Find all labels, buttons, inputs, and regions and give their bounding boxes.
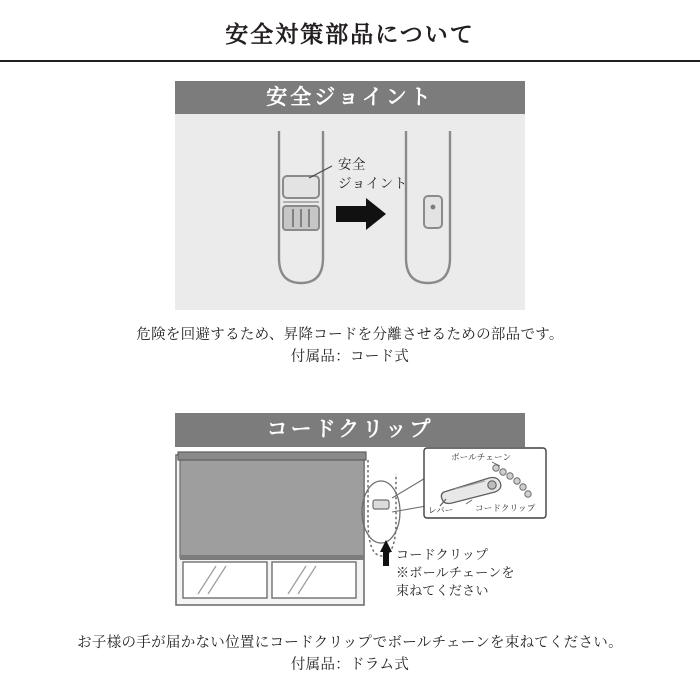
page-title: 安全対策部品について — [225, 21, 475, 47]
cord-clip-on-chain — [373, 500, 389, 509]
window-pane-right — [272, 562, 356, 598]
cord-clip-annotation-line1: コードクリップ — [396, 547, 489, 562]
section-banner-safety-joint: 安全ジョイント — [175, 81, 525, 115]
section-banner-cord-clip: コードクリップ — [175, 413, 525, 447]
safety-joint-caption-sub: 付属品：コード式 — [290, 349, 410, 365]
cord-clip-annotation-line3: 束ねてください — [396, 583, 489, 598]
cord-clip-caption — [0, 632, 700, 676]
detail-label-lever: レバー — [428, 505, 454, 515]
safety-joint-callout-line1: 安全 — [338, 157, 366, 172]
safety-joint-callout-line2: ジョイント — [338, 176, 408, 191]
cord-clip-annotation — [396, 546, 515, 600]
detail-label-ball-chain: ボールチェーン — [451, 452, 512, 462]
shade-bottom-bar — [180, 555, 364, 560]
shade-head-rail — [178, 452, 366, 460]
arrow-up-icon — [380, 540, 392, 566]
roller-shade-fabric — [180, 458, 364, 558]
safety-joint-caption-main: 危険を回避するため、昇降コードを分離させるための部品です。 — [136, 327, 564, 343]
detail-label-cord-clip: コードクリップ — [475, 503, 536, 513]
cord-clip-caption-main: お子様の手が届かない位置にコードクリップでボールチェーンを束ねてください。 — [77, 635, 623, 651]
detail-clip-hook — [488, 481, 496, 489]
cord-clip-annotation-line2: ※ボールチェーンを — [396, 565, 515, 580]
cord-clip-caption-sub: 付属品：ドラム式 — [290, 657, 410, 673]
